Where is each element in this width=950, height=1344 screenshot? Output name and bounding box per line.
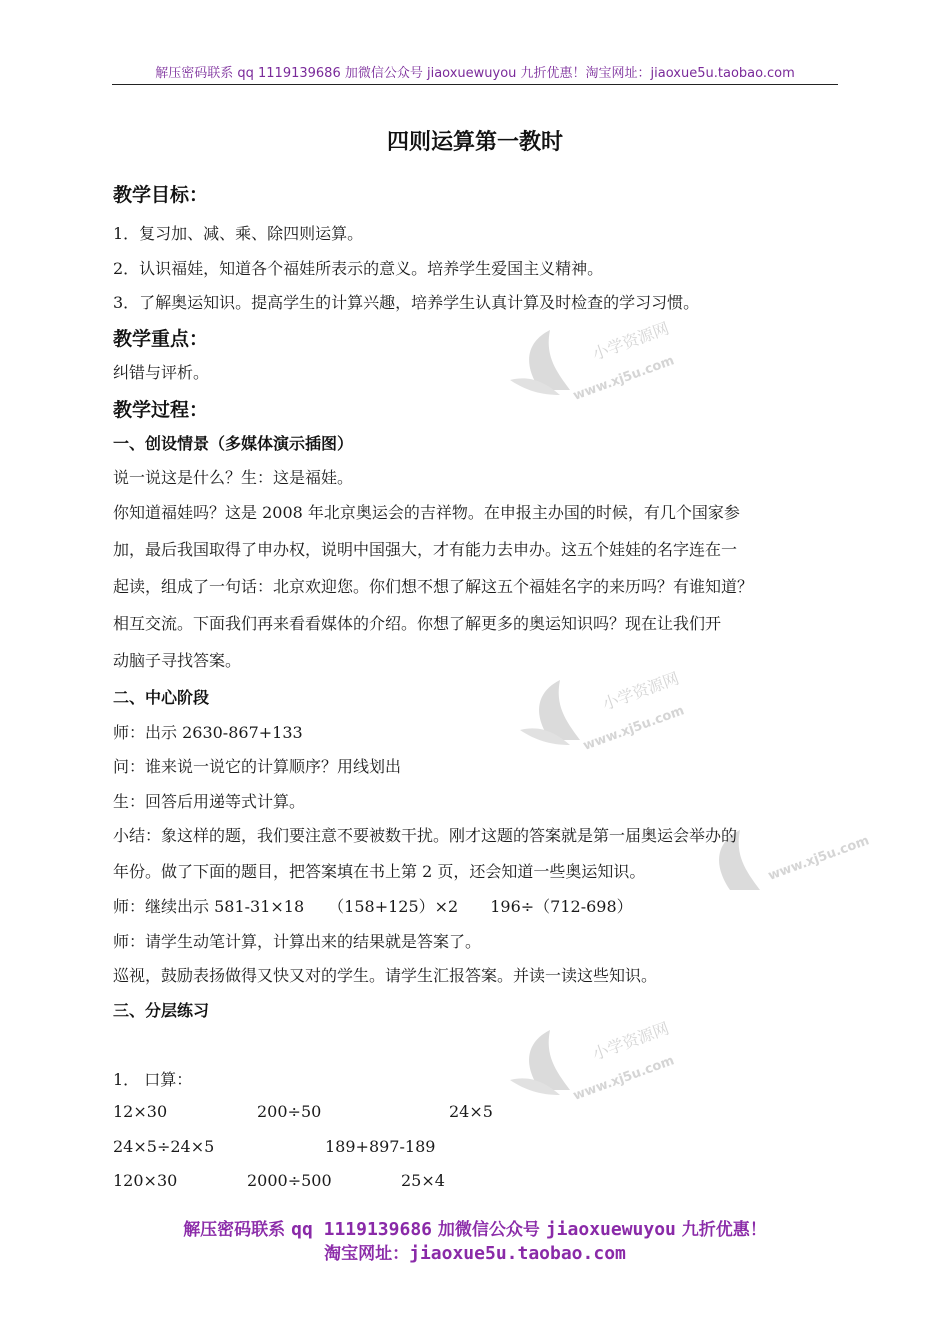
oral-calc-label: 1． 口算： — [113, 1070, 193, 1089]
header-divider — [112, 84, 838, 85]
section-2-line: 小结：象这样的题，我们要注意不要被数干扰。刚才这题的答案就是第一届奥运会举办的 — [113, 826, 738, 845]
process-heading: 教学过程： — [113, 399, 209, 421]
footer-qq: qq 1119139686 — [291, 1219, 432, 1240]
watermark-url-text: www.xj5u.com — [581, 703, 687, 754]
section-2-line: 问：谁来说一说它的计算顺序？用线划出 — [113, 757, 402, 776]
watermark-logo-icon — [500, 1020, 700, 1110]
section-1-heading: 一、创设情景（多媒体演示插图） — [113, 434, 354, 453]
section-1-line: 说一说这是什么？生：这是福娃。 — [113, 468, 354, 487]
page-title: 四则运算第一教时 — [386, 130, 563, 155]
watermark-logo-icon — [500, 320, 700, 410]
oral-problem: 2000÷500 — [247, 1171, 332, 1190]
keypoints-heading: 教学重点： — [113, 328, 209, 350]
watermark-logo-icon — [510, 670, 710, 760]
section-1-line: 动脑子寻找答案。 — [113, 651, 242, 670]
watermark-url-text: www.xj5u.com — [766, 833, 872, 884]
oral-problem: 25×4 — [401, 1171, 445, 1190]
oral-problem: 189+897-189 — [325, 1137, 436, 1156]
watermark-url-text: www.xj5u.com — [571, 1053, 677, 1104]
watermark-brand-text: 小学资源网 — [599, 668, 682, 714]
footer-shop-label: 淘宝网址： — [324, 1244, 410, 1264]
watermark-brand-text: 小学资源网 — [589, 1018, 672, 1064]
section-3-heading: 三、分层练习 — [113, 1001, 210, 1020]
oral-problem: 24×5÷24×5 — [113, 1137, 215, 1156]
section-2-line: 师：请学生动笔计算，计算出来的结果就是答案了。 — [113, 932, 482, 951]
footer-line-2 — [60, 1242, 890, 1266]
section-2-line: 年份。做了下面的题目，把答案填在书上第 2 页，还会知道一些奥运知识。 — [113, 862, 646, 881]
section-2-line: 生：回答后用递等式计算。 — [113, 792, 306, 811]
section-1-line: 起读，组成了一句话：北京欢迎您。你们想不想了解这五个福娃名字的来历吗？有谁知道？ — [113, 577, 754, 596]
objective-item: 2．认识福娃，知道各个福娃所表示的意义。培养学生爱国主义精神。 — [113, 259, 604, 278]
section-1-line: 你知道福娃吗？这是 2008 年北京奥运会的吉祥物。在申报主办国的时候，有几个国家参 — [113, 503, 740, 522]
objectives-heading: 教学目标： — [113, 184, 209, 206]
watermark-url-text: www.xj5u.com — [571, 353, 677, 404]
objective-item: 3．了解奥运知识。提高学生的计算兴趣，培养学生认真计算及时检查的学习习惯。 — [113, 293, 700, 312]
section-2-line: 师：出示 2630-867+133 — [113, 723, 303, 742]
oral-problem: 200÷50 — [257, 1102, 322, 1121]
keypoints-text: 纠错与评析。 — [113, 363, 210, 382]
oral-problem: 120×30 — [113, 1171, 178, 1190]
oral-problem: 12×30 — [113, 1102, 168, 1121]
footer-suffix: 九折优惠！ — [675, 1220, 767, 1240]
section-1-line: 加，最后我国取得了申办权，说明中国强大，才有能力去申办。这五个娃娃的名字连在一 — [113, 540, 738, 559]
footer-mid: 加微信公众号 — [432, 1220, 546, 1240]
section-1-line: 相互交流。下面我们再来看看媒体的介绍。你想了解更多的奥运知识吗？现在让我们开 — [113, 614, 722, 633]
section-2-line: 师：继续出示 581-31×18 （158+125）×2 196÷（712-698） — [113, 897, 633, 916]
header-contact-text: 解压密码联系 qq 1119139686 加微信公众号 jiaoxuewuyou 九折优惠！淘宝网址：jiaoxue5u.taobao.com — [155, 66, 795, 81]
footer-shop-url[interactable]: jiaoxue5u.taobao.com — [409, 1243, 626, 1264]
section-2-line: 巡视，鼓励表扬做得又快又对的学生。请学生汇报答案。并读一读这些知识。 — [113, 966, 658, 985]
objective-item: 1．复习加、减、乘、除四则运算。 — [113, 224, 364, 243]
oral-problem: 24×5 — [449, 1102, 493, 1121]
footer-prefix: 解压密码联系 — [183, 1220, 292, 1240]
section-2-heading: 二、中心阶段 — [113, 688, 210, 707]
watermark-brand-text: 小学资源网 — [589, 318, 672, 364]
footer-wechat: jiaoxuewuyou — [545, 1219, 676, 1240]
footer-line-1 — [60, 1218, 890, 1242]
